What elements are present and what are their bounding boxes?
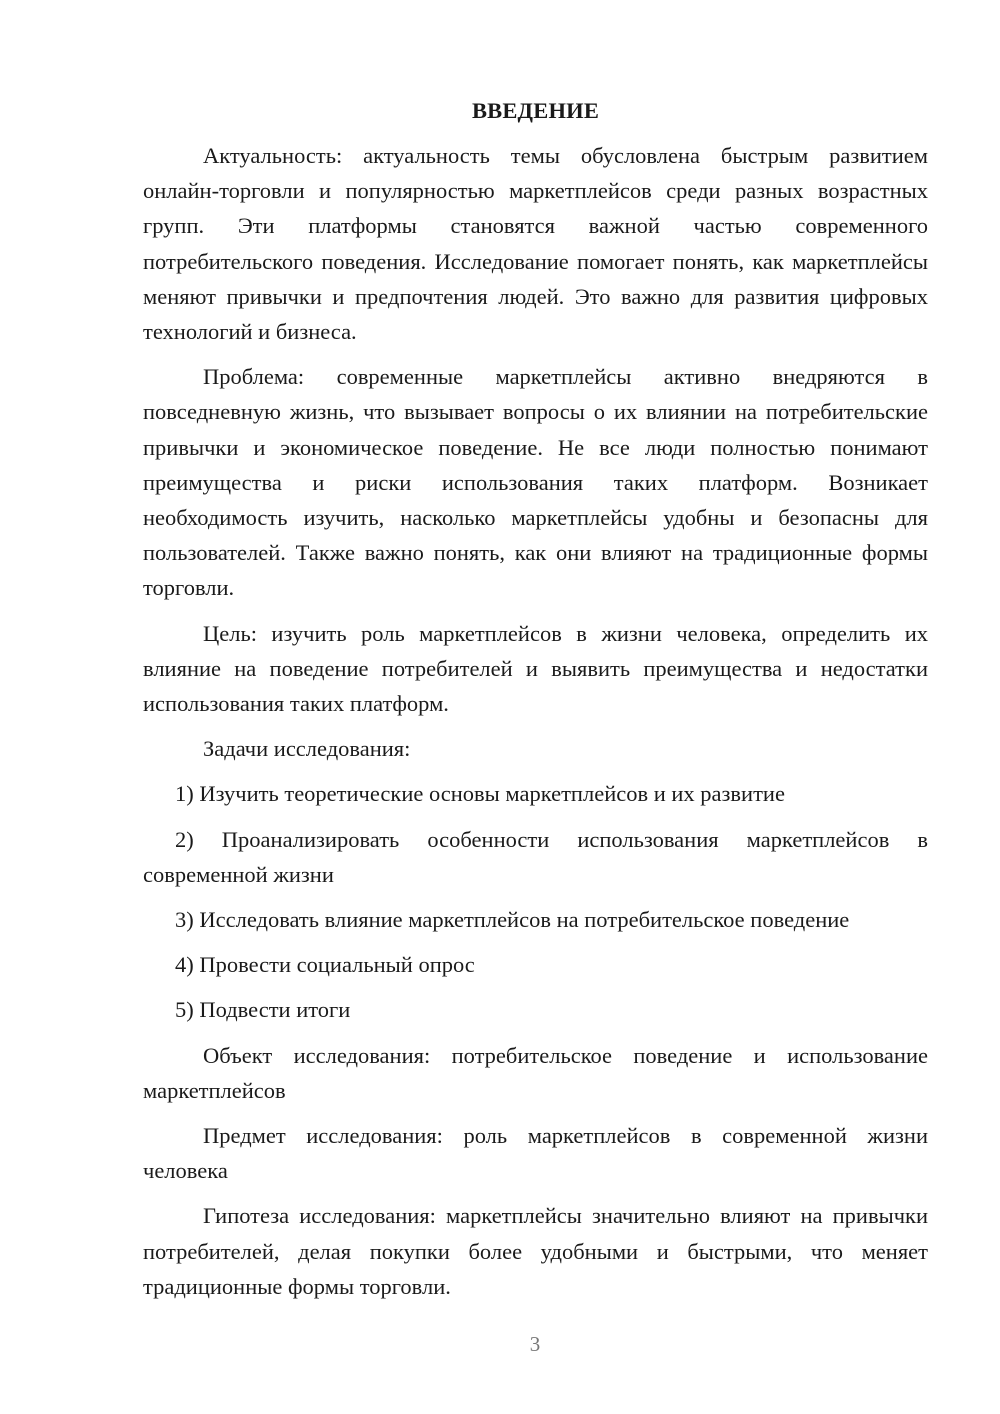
goal-paragraph: Цель: изучить роль маркетплейсов в жизни человека, определить их влияние на поведение потребителей и выявить преимущества и недостатки использования таких платформ. — [143, 620, 928, 717]
document-page — [143, 93, 928, 1314]
relevance-paragraph: Актуальность: актуальность темы обусловлена быстрым развитием онлайн-торговли и популярностью маркетплейсов среди разных возрастных групп. Эти платформы становятся важной частью современного потребительского поведения. Исследование помогает понять, как маркетплейсы меняют привычки и предпочтения людей. Это важно для развития цифровых технологий и бизнеса. — [143, 143, 928, 345]
problem-paragraph: Проблема: современные маркетплейсы активно внедряются в повседневную жизнь, что вызывает вопросы о их влиянии на потребительские привычки и экономическое поведение. Не все люди полностью понимают преимущества и риски использования таких платформ. Возникает необходимость изучить, насколько маркетплейсы удобны и безопасны для пользователей. Также важно понять, как они влияют на традиционные формы торговли. — [143, 364, 928, 601]
task-item-3: 3) Исследовать влияние маркетплейсов на потребительское поведение — [175, 907, 850, 933]
document-title: ВВЕДЕНИЕ — [471, 98, 600, 123]
task-item-1: 1) Изучить теоретические основы маркетплейсов и их развитие — [175, 781, 785, 807]
object-paragraph: Объект исследования: потребительское поведение и использование маркетплейсов — [143, 1042, 928, 1103]
tasks-heading: Задачи исследования: — [203, 736, 411, 762]
task-item-5: 5) Подвести итоги — [175, 997, 351, 1023]
tasks-list — [143, 776, 928, 1027]
task-item-2: 2) Проанализировать особенности использования маркетплейсов в современной жизни — [143, 826, 928, 887]
subject-paragraph: Предмет исследования: роль маркетплейсов в современной жизни человека — [143, 1123, 928, 1184]
task-item-4: 4) Провести социальный опрос — [175, 952, 475, 978]
hypothesis-paragraph: Гипотеза исследования: маркетплейсы значительно влияют на привычки потребителей, делая покупки более удобными и быстрыми, что меняет традиционные формы торговли. — [143, 1203, 928, 1299]
page-number: 3 — [529, 1332, 541, 1356]
